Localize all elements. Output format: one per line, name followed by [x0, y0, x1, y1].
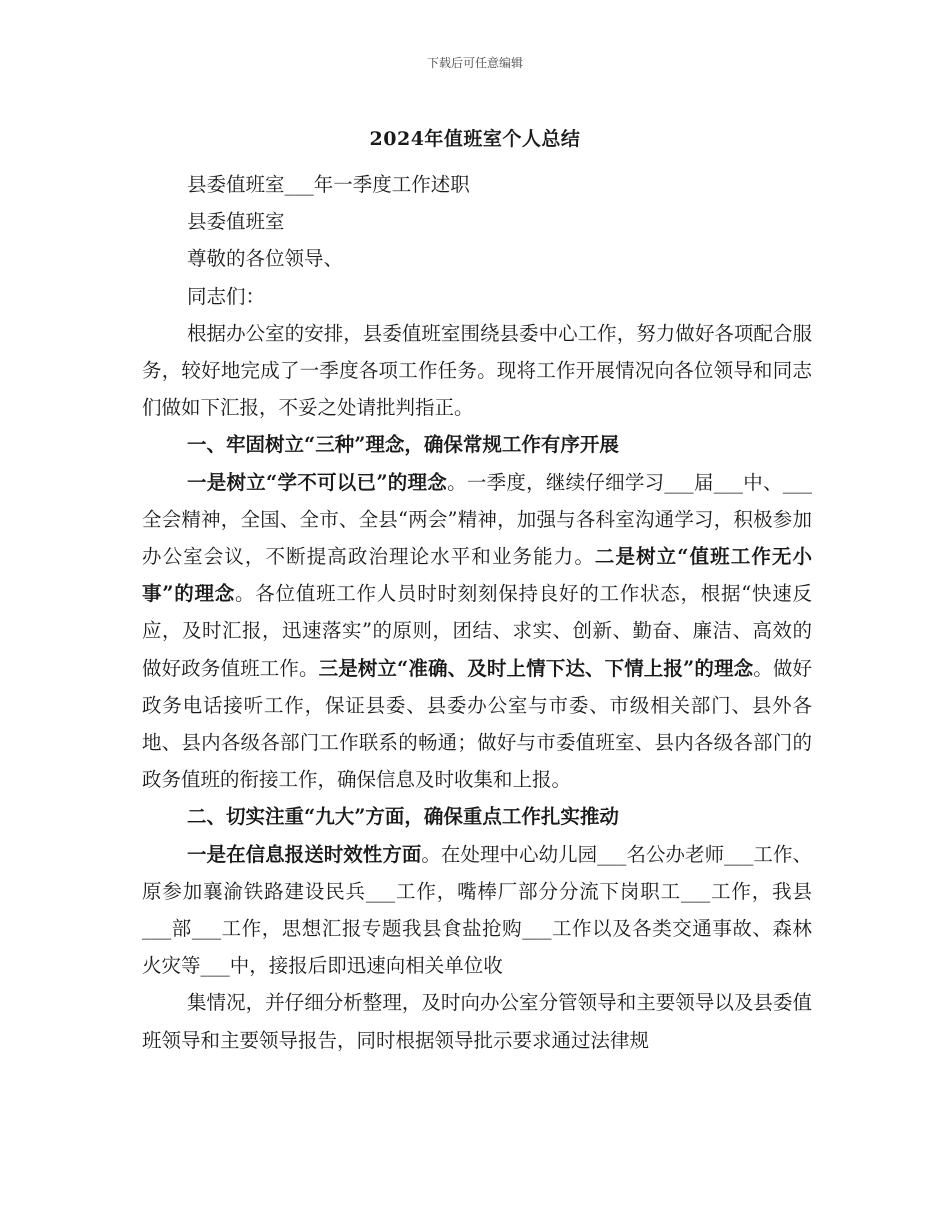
- point-1-text: 。一季度，继续仔细学习___届___中、___全会精神，全国、全市、全县“两会”精神，加强与各科室沟通学习，积极参加办公室会议，不断提高政治理论水平和业务能力。: [142, 470, 812, 569]
- line-salutation-1: 尊敬的各位领导、: [187, 247, 344, 271]
- document-title: 2024年值班室个人总结: [369, 128, 581, 150]
- point-4-heading: 一是在信息报送时效性方面: [187, 842, 422, 866]
- point-3-text: 。做好政务电话接听工作，保证县委、县委办公室与市委、市级相关部门、县外各地、县内各级各部门工作联系的畅通；做好与市委值班室、县内各级各部门的政务值班的衔接工作，确保信息及时收集和上报。: [142, 656, 812, 792]
- header-note: 下载后可任意编辑: [426, 56, 523, 70]
- point-4-text: 。在处理中心幼儿园___名公办老师___工作、原参加襄渝铁路建设民兵___工作，嘴棒厂部分分流下岗职工___工作，我县___部___工作，思想汇报专题我县食盐抢购___工作以及各类交通事故、森林火灾等___中，接报后即迅速向相关单位收: [142, 842, 812, 978]
- point-3-heading: 三是树立“准确、及时上情下达、下情上报”的理念: [318, 656, 754, 680]
- paragraph-intro: 根据办公室的安排，县委值班室围绕县委中心工作，努力做好各项配合服务，较好地完成了一季度各项工作任务。现将工作开展情况向各位领导和同志们做如下汇报，不妥之处请批判指正。: [142, 321, 812, 420]
- paragraph-section-2: [142, 836, 812, 985]
- point-2-heading: 二是树立“值班工作无小事”的理念: [142, 545, 812, 606]
- section-heading-1: 一、牢固树立“三种”理念，确保常规工作有序开展: [187, 433, 619, 457]
- document-body: [142, 166, 812, 1059]
- section-heading-2: 二、切实注重“九大”方面，确保重点工作扎实推动: [187, 805, 619, 829]
- paragraph-section-1: [142, 464, 812, 799]
- point-2-text: 。各位值班工作人员时时刻刻保持良好的工作状态，根据“快速反应，及时汇报，迅速落实”的原则，团结、求实、创新、勤奋、廉洁、高效的做好政务值班工作。: [142, 582, 812, 680]
- line-office: 县委值班室: [187, 210, 285, 234]
- line-salutation-2: 同志们：: [187, 284, 266, 308]
- point-1-heading: 一是树立“学不可以已”的理念: [187, 470, 448, 494]
- line-subtitle: 县委值班室___年一季度工作述职: [187, 173, 470, 196]
- paragraph-continuation: 集情况，并仔细分析整理，及时向办公室分管领导和主要领导以及县委值班领导和主要领导报告，同时根据领导批示要求通过法律规: [142, 991, 812, 1052]
